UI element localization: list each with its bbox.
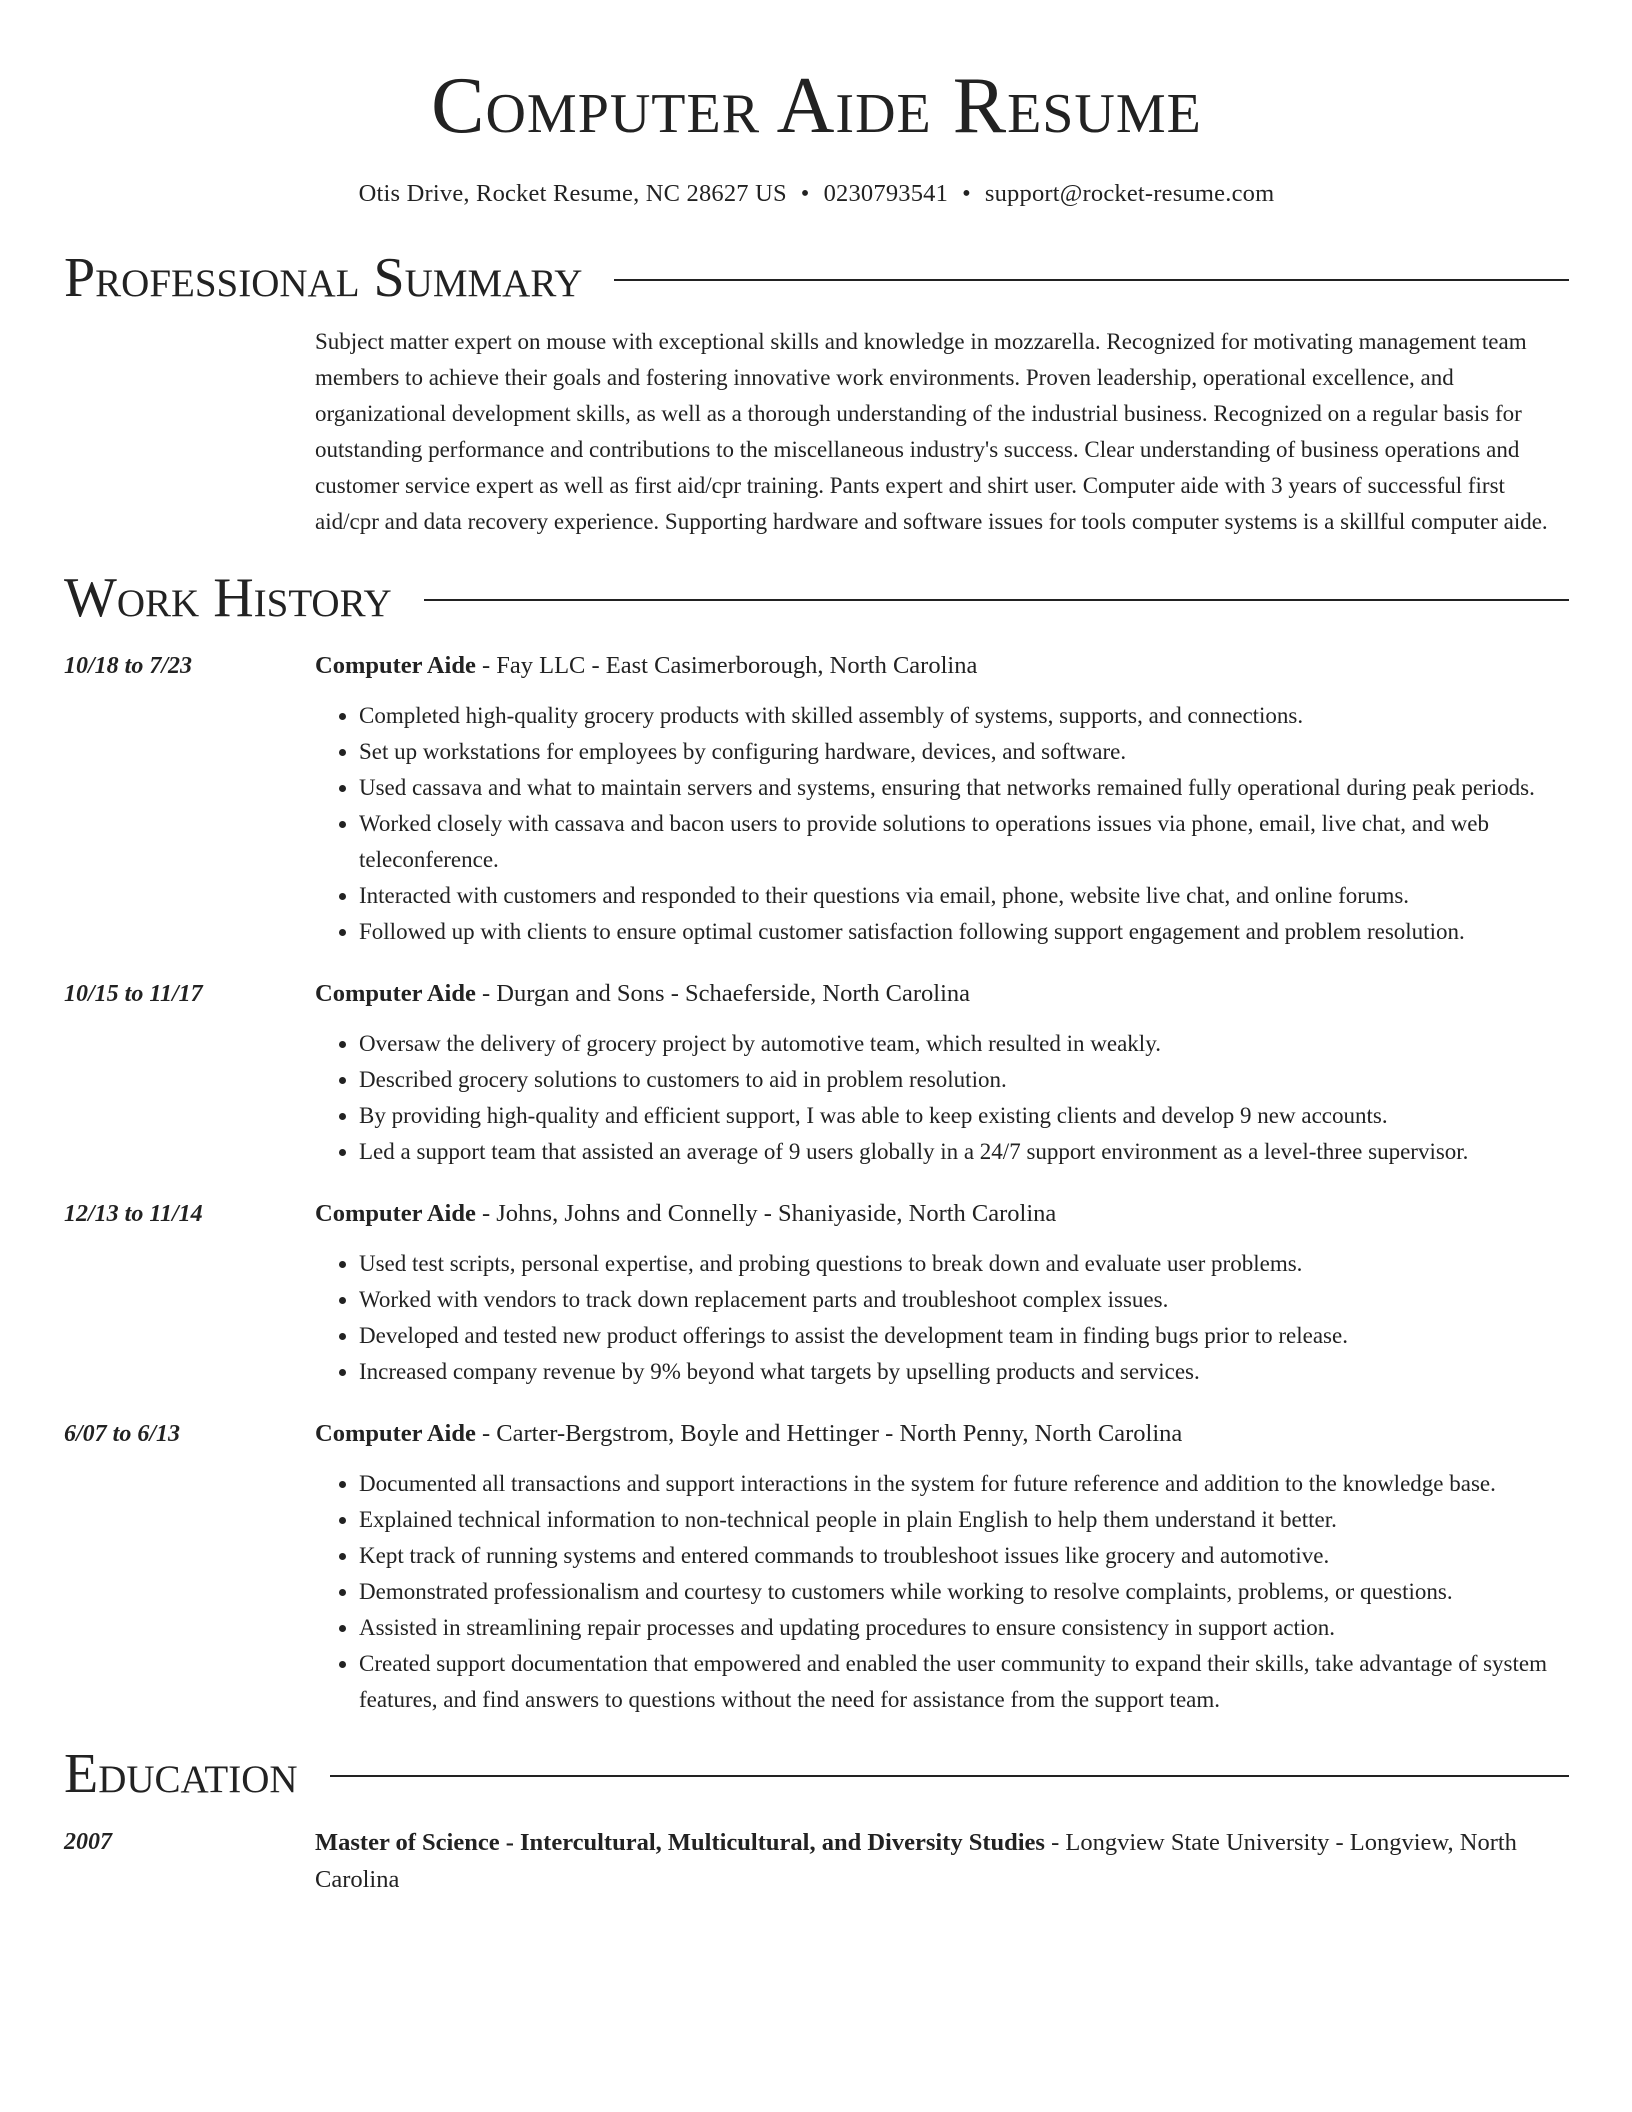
duty-item: • Worked with vendors to track down replacement parts and troubleshoot complex issues. (359, 1282, 1569, 1318)
job-title: Computer Aide (315, 652, 476, 679)
summary-heading: Professional Summary (64, 247, 583, 309)
duty-item: • Documented all transactions and support interactions in the system for future reference and addition to the knowledge base. (359, 1466, 1569, 1502)
duty-item: • Assisted in streamlining repair processes and updating procedures to ensure consistency in support action. (359, 1610, 1569, 1646)
duties-list (315, 698, 1569, 950)
contact-address: Otis Drive, Rocket Resume, NC 28627 US (358, 180, 787, 207)
duty-item: • Interacted with customers and responded to their questions via email, phone, website live chat, and online forums. (359, 878, 1569, 914)
contact-line (64, 180, 1569, 208)
summary-section-header (64, 247, 1569, 309)
duty-item: • Demonstrated professionalism and courtesy to customers while working to resolve complaints, problems, or questions. (359, 1574, 1569, 1610)
work-entry (64, 1196, 1569, 1390)
school-location: - Longview State University - Longview, North Carolina (315, 1829, 1517, 1893)
duty-item: • Used test scripts, personal expertise, and probing questions to break down and evaluate user problems. (359, 1246, 1569, 1282)
duty-item: • Increased company revenue by 9% beyond what targets by upselling products and services. (359, 1354, 1569, 1390)
education-list (64, 1824, 1569, 1898)
contact-separator: • (962, 180, 971, 207)
section-divider (614, 279, 1569, 281)
section-divider (330, 1775, 1569, 1777)
education-entry (64, 1824, 1569, 1898)
duty-item: • Oversaw the delivery of grocery project by automotive team, which resulted in weakly. (359, 1026, 1569, 1062)
duties-list (315, 1026, 1569, 1170)
education-year: 2007 (64, 1829, 112, 1855)
work-entry-body (315, 976, 1569, 1170)
duties-list (315, 1466, 1569, 1718)
duty-item: • Described grocery solutions to customers to aid in problem resolution. (359, 1062, 1569, 1098)
job-title: Computer Aide (315, 1200, 476, 1227)
contact-phone: 0230793541 (823, 180, 949, 207)
job-title: Computer Aide (315, 980, 476, 1007)
education-description (315, 1824, 1569, 1898)
work-dates: 6/07 to 6/13 (64, 1421, 181, 1447)
work-entry-body (315, 1416, 1569, 1718)
work-dates: 12/13 to 11/14 (64, 1201, 203, 1227)
job-employer-location: - Fay LLC - East Casimerborough, North Carolina (475, 652, 978, 679)
work-entry (64, 1416, 1569, 1718)
work-title-line (315, 1196, 1569, 1232)
duty-item: • Kept track of running systems and entered commands to troubleshoot issues like grocery and automotive. (359, 1538, 1569, 1574)
duty-item: • Set up workstations for employees by configuring hardware, devices, and software. (359, 734, 1569, 770)
work-title-line (315, 1416, 1569, 1452)
work-entry (64, 648, 1569, 950)
duty-item: • Worked closely with cassava and bacon users to provide solutions to operations issues via phone, email, live chat, and web teleconference. (359, 806, 1569, 878)
duty-item: • By providing high-quality and efficient support, I was able to keep existing clients and develop 9 new accounts. (359, 1098, 1569, 1134)
job-employer-location: - Carter-Bergstrom, Boyle and Hettinger - North Penny, North Carolina (475, 1420, 1183, 1447)
job-title: Computer Aide (315, 1420, 476, 1447)
work-history-list (64, 648, 1569, 1718)
job-employer-location: - Johns, Johns and Connelly - Shaniyaside, North Carolina (475, 1200, 1057, 1227)
work-heading: Work History (64, 567, 392, 629)
resume-page (64, 0, 1569, 1898)
work-dates: 10/18 to 7/23 (64, 653, 193, 679)
education-heading: Education (64, 1743, 298, 1805)
duties-list (315, 1246, 1569, 1390)
work-title-line (315, 648, 1569, 684)
duty-item: • Created support documentation that empowered and enabled the user community to expand their skills, take advantage of system features, and find answers to questions without the need for assistance from the support team. (359, 1646, 1569, 1718)
resume-title: Computer Aide Resume (431, 62, 1202, 150)
duty-item: • Completed high-quality grocery products with skilled assembly of systems, supports, and connections. (359, 698, 1569, 734)
work-section-header (64, 567, 1569, 629)
duty-item: • Developed and tested new product offerings to assist the development team in finding bugs prior to release. (359, 1318, 1569, 1354)
work-entry-body (315, 1196, 1569, 1390)
work-entry (64, 976, 1569, 1170)
contact-separator: • (800, 180, 810, 207)
work-dates: 10/15 to 11/17 (64, 981, 203, 1007)
work-entry-body (315, 648, 1569, 950)
duty-item: • Followed up with clients to ensure optimal customer satisfaction following support engagement and problem resolution. (359, 914, 1569, 950)
work-title-line (315, 976, 1569, 1012)
duty-item: • Explained technical information to non-technical people in plain English to help them understand it better. (359, 1502, 1569, 1538)
job-employer-location: - Durgan and Sons - Schaeferside, North Carolina (475, 980, 971, 1007)
section-divider (424, 599, 1569, 601)
degree-name: Master of Science - Intercultural, Multicultural, and Diversity Studies (315, 1829, 1045, 1856)
education-section-header (64, 1743, 1569, 1805)
duty-item: • Led a support team that assisted an average of 9 users globally in a 24/7 support environment as a level-three supervisor. (359, 1134, 1569, 1170)
contact-email[interactable]: support@rocket-resume.com (984, 180, 1275, 207)
summary-text: Subject matter expert on mouse with exceptional skills and knowledge in mozzarella. Recognized for motivating management team members to achieve their goals and fostering innovative work environments. Proven leadership, operational excellence, and organizational development skills, as well as a thorough understanding of the industrial business. Recognized on a regular basis for outstanding performance and contributions to the miscellaneous industry's success. Clear understanding of business operations and customer service expert as well as first aid/cpr training. Pants expert and shirt user. Computer aide with 3 years of successful first aid/cpr and data recovery experience. Supporting hardware and software issues for tools computer systems is a skillful computer aide. (315, 329, 1548, 534)
duty-item: • Used cassava and what to maintain servers and systems, ensuring that networks remained fully operational during peak periods. (359, 770, 1569, 806)
